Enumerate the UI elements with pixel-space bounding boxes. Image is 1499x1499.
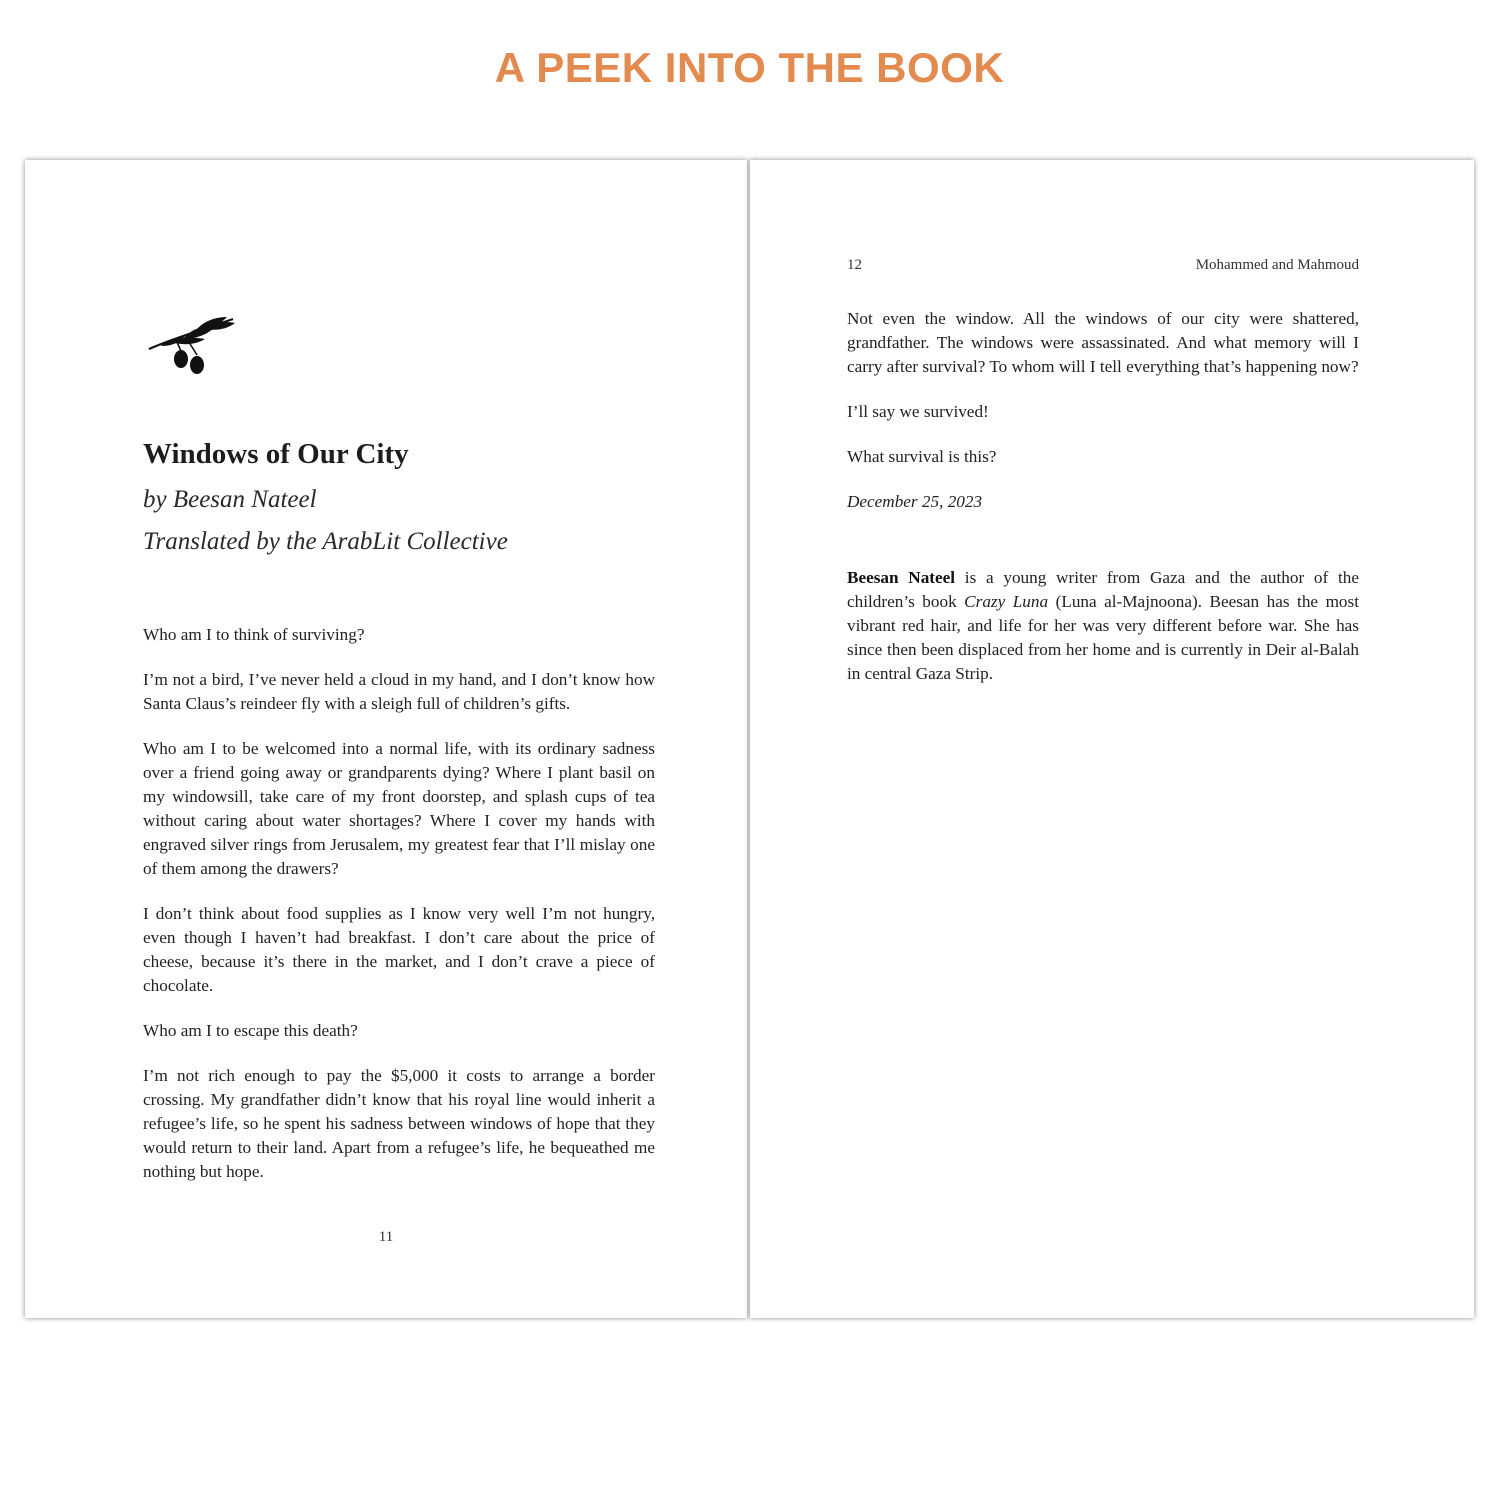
paragraph: Not even the window. All the windows of our city were shattered, grandfather. The windows were assassinated. And what memory will I carry after survival? To whom will I tell everything that’s happening now? [847, 309, 1359, 376]
author-line: by Beesan Nateel [143, 486, 317, 513]
bio-text: is a young writer from Gaza and the author of the children’s book [847, 568, 1359, 611]
author-bio [847, 566, 1359, 686]
paragraph: I don’t think about food supplies as I know very well I’m not hungry, even though I haven’t had breakfast. I don’t care about the price of cheese, because it’s there in the market, and I don’t crave a piece of chocolate. [143, 904, 655, 995]
translator-line: Translated by the ArabLit Collective [143, 528, 508, 555]
paragraph: Who am I to think of surviving? [143, 625, 365, 644]
right-page [750, 160, 1474, 1318]
banner-heading: A PEEK INTO THE BOOK [494, 44, 1005, 91]
running-head-title: Mohammed and Mahmoud [1195, 257, 1359, 273]
right-page-body [847, 307, 1359, 707]
paragraph: Who am I to be welcomed into a normal life, with its ordinary sadness over a friend going away or grandparents dying? Where I plant basil on my windowsill, take care of my front doorstep, and splash cups of tea without caring about water shortages? Where I cover my hands with engraved silver rings from Jerusalem, my greatest fear that I’ll mislay one of them among the drawers? [143, 739, 655, 878]
paragraph: I’m not rich enough to pay the $5,000 it costs to arrange a border crossing. My grandfather didn’t know that his royal line would inherit a refugee’s life, so he spent his sadness between windows of hope that they would return to their land. Apart from a refugee’s life, he bequeathed me nothing but hope. [143, 1066, 655, 1181]
paragraph: I’ll say we survived! [847, 402, 989, 421]
running-header [847, 257, 1359, 274]
bio-author-name: Beesan Nateel [847, 568, 956, 587]
paragraph: What survival is this? [847, 447, 997, 466]
left-page [25, 160, 747, 1318]
story-title: Windows of Our City [143, 438, 409, 470]
olive-branch-icon [147, 315, 237, 377]
bio-book-title: Crazy Luna [964, 592, 1049, 611]
paragraph: I’m not a bird, I’ve never held a cloud in my hand, and I don’t know how Santa Claus’s reindeer fly with a sleigh full of children’s gifts. [143, 670, 655, 713]
page-number: 12 [847, 257, 862, 273]
paragraph: Who am I to escape this death? [143, 1021, 358, 1040]
page-number: 11 [378, 1229, 394, 1245]
bio-text: (Luna al-Majnoona). Beesan has the most vibrant red hair, and life for her was very different before war. She has since then been displaced from her home and is currently in Deir al-Balah in central Gaza Strip. [847, 592, 1359, 683]
date-line: December 25, 2023 [847, 492, 983, 511]
left-page-body [143, 623, 655, 1205]
